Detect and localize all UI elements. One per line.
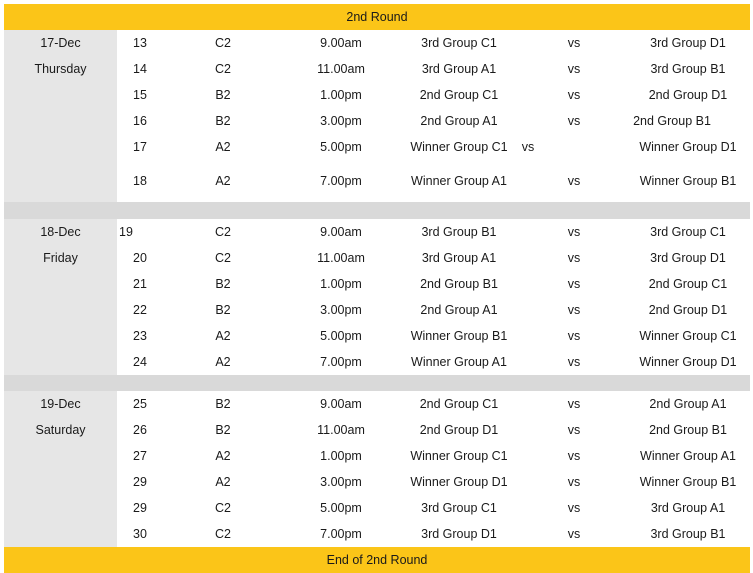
match-time: 11.00am: [317, 251, 365, 265]
round-header: 2nd Round: [4, 4, 750, 30]
versus-label: vs: [567, 62, 581, 76]
away-team: 3rd Group C1: [650, 225, 726, 239]
day-date: 17-Dec: [40, 36, 81, 50]
match-time: 3.00pm: [320, 475, 362, 489]
ground-code: A2: [215, 475, 231, 489]
day-separator: [4, 375, 750, 391]
day-separator: [4, 202, 750, 219]
home-team: 3rd Group D1: [421, 527, 497, 541]
match-number: 17: [133, 140, 147, 154]
match-number: 21: [133, 277, 147, 291]
match-time: 5.00pm: [320, 329, 362, 343]
match-number: 15: [133, 88, 147, 102]
versus-label: vs: [567, 36, 581, 50]
home-team: Winner Group C1: [410, 140, 508, 154]
ground-code: B2: [215, 277, 231, 291]
table-row: [0, 168, 753, 194]
away-team: 3rd Group B1: [650, 62, 726, 76]
ground-code: A2: [215, 140, 231, 154]
versus-label: vs: [567, 423, 581, 437]
versus-label: vs: [567, 527, 581, 541]
versus-label: vs: [567, 114, 581, 128]
table-row: [0, 417, 753, 443]
versus-label: vs: [567, 449, 581, 463]
table-row: [0, 271, 753, 297]
away-team: 3rd Group A1: [650, 501, 726, 515]
away-team: 3rd Group B1: [650, 527, 726, 541]
match-time: 1.00pm: [320, 449, 362, 463]
match-time: 9.00am: [320, 225, 362, 239]
ground-code: B2: [215, 114, 231, 128]
match-number: 13: [133, 36, 147, 50]
day-date: 18-Dec: [40, 225, 81, 239]
table-row: [0, 219, 753, 245]
match-time: 11.00am: [317, 423, 365, 437]
match-number: 20: [133, 251, 147, 265]
match-number: 14: [133, 62, 147, 76]
away-team: 2nd Group D1: [648, 303, 728, 317]
match-number: 18: [133, 174, 147, 188]
match-number: 25: [133, 397, 147, 411]
home-team: 2nd Group A1: [420, 114, 498, 128]
away-team: 2nd Group C1: [648, 277, 728, 291]
home-team: Winner Group B1: [410, 329, 508, 343]
day-date: 19-Dec: [40, 397, 81, 411]
match-time: 11.00am: [317, 62, 365, 76]
away-team: 2nd Group B1: [649, 423, 727, 437]
ground-code: A2: [215, 449, 231, 463]
ground-code: A2: [215, 329, 231, 343]
versus-label: vs: [567, 397, 581, 411]
match-number: 30: [133, 527, 147, 541]
table-row: [0, 108, 753, 134]
table-row: [0, 134, 753, 160]
home-team: 3rd Group C1: [421, 36, 497, 50]
match-time: 1.00pm: [320, 277, 362, 291]
match-time: 5.00pm: [320, 140, 362, 154]
match-time: 5.00pm: [320, 501, 362, 515]
versus-label: vs: [567, 277, 581, 291]
ground-code: C2: [215, 251, 231, 265]
versus-label: vs: [567, 355, 581, 369]
ground-code: A2: [215, 174, 231, 188]
home-team: Winner Group A1: [411, 355, 507, 369]
versus-label: vs: [567, 88, 581, 102]
round-footer: End of 2nd Round: [4, 547, 750, 573]
table-row: [0, 297, 753, 323]
match-number: 24: [133, 355, 147, 369]
table-row: [0, 495, 753, 521]
ground-code: C2: [215, 62, 231, 76]
match-number: 22: [133, 303, 147, 317]
ground-code: B2: [215, 88, 231, 102]
match-number: 29: [133, 475, 147, 489]
away-team: 3rd Group D1: [650, 251, 726, 265]
away-team: 2nd Group B1: [633, 114, 711, 128]
match-time: 3.00pm: [320, 303, 362, 317]
home-team: 2nd Group A1: [420, 303, 498, 317]
home-team: Winner Group A1: [411, 174, 507, 188]
ground-code: B2: [215, 397, 231, 411]
ground-code: C2: [215, 36, 231, 50]
away-team: 3rd Group D1: [650, 36, 726, 50]
table-row: [0, 391, 753, 417]
match-time: 7.00pm: [320, 174, 362, 188]
ground-code: C2: [215, 527, 231, 541]
match-time: 9.00am: [320, 36, 362, 50]
home-team: 3rd Group B1: [421, 225, 497, 239]
match-number: 16: [133, 114, 147, 128]
match-number: 26: [133, 423, 147, 437]
match-time: 9.00am: [320, 397, 362, 411]
ground-code: C2: [215, 225, 231, 239]
away-team: Winner Group D1: [639, 355, 737, 369]
table-row: [0, 82, 753, 108]
home-team: 3rd Group A1: [421, 62, 497, 76]
table-row: [0, 443, 753, 469]
match-number: 27: [133, 449, 147, 463]
versus-label: vs: [567, 303, 581, 317]
versus-label: vs: [521, 140, 535, 154]
match-number: 29: [133, 501, 147, 515]
home-team: 2nd Group B1: [420, 277, 498, 291]
home-team: 3rd Group C1: [421, 501, 497, 515]
home-team: 2nd Group D1: [419, 423, 499, 437]
table-row: [0, 56, 753, 82]
home-team: 3rd Group A1: [421, 251, 497, 265]
versus-label: vs: [567, 329, 581, 343]
ground-code: C2: [215, 501, 231, 515]
away-team: 2nd Group A1: [649, 397, 727, 411]
table-row: [0, 30, 753, 56]
away-team: Winner Group A1: [640, 449, 736, 463]
home-team: Winner Group D1: [410, 475, 508, 489]
away-team: Winner Group C1: [639, 329, 737, 343]
match-number: 23: [133, 329, 147, 343]
match-time: 7.00pm: [320, 527, 362, 541]
match-time: 1.00pm: [320, 88, 362, 102]
table-row: [0, 245, 753, 271]
day-weekday: Saturday: [35, 423, 86, 437]
away-team: 2nd Group D1: [648, 88, 728, 102]
versus-label: vs: [567, 225, 581, 239]
table-row: [0, 521, 753, 547]
home-team: 2nd Group C1: [419, 88, 499, 102]
home-team: 2nd Group C1: [419, 397, 499, 411]
versus-label: vs: [567, 501, 581, 515]
table-row: [0, 323, 753, 349]
ground-code: A2: [215, 355, 231, 369]
match-number: 19: [119, 225, 133, 239]
match-time: 7.00pm: [320, 355, 362, 369]
table-row: [0, 349, 753, 375]
away-team: Winner Group D1: [639, 140, 737, 154]
away-team: Winner Group B1: [639, 475, 737, 489]
home-team: Winner Group C1: [410, 449, 508, 463]
versus-label: vs: [567, 251, 581, 265]
versus-label: vs: [567, 174, 581, 188]
ground-code: B2: [215, 423, 231, 437]
day-weekday: Friday: [43, 251, 78, 265]
away-team: Winner Group B1: [639, 174, 737, 188]
ground-code: B2: [215, 303, 231, 317]
match-time: 3.00pm: [320, 114, 362, 128]
day-weekday: Thursday: [34, 62, 87, 76]
versus-label: vs: [567, 475, 581, 489]
table-row: [0, 469, 753, 495]
